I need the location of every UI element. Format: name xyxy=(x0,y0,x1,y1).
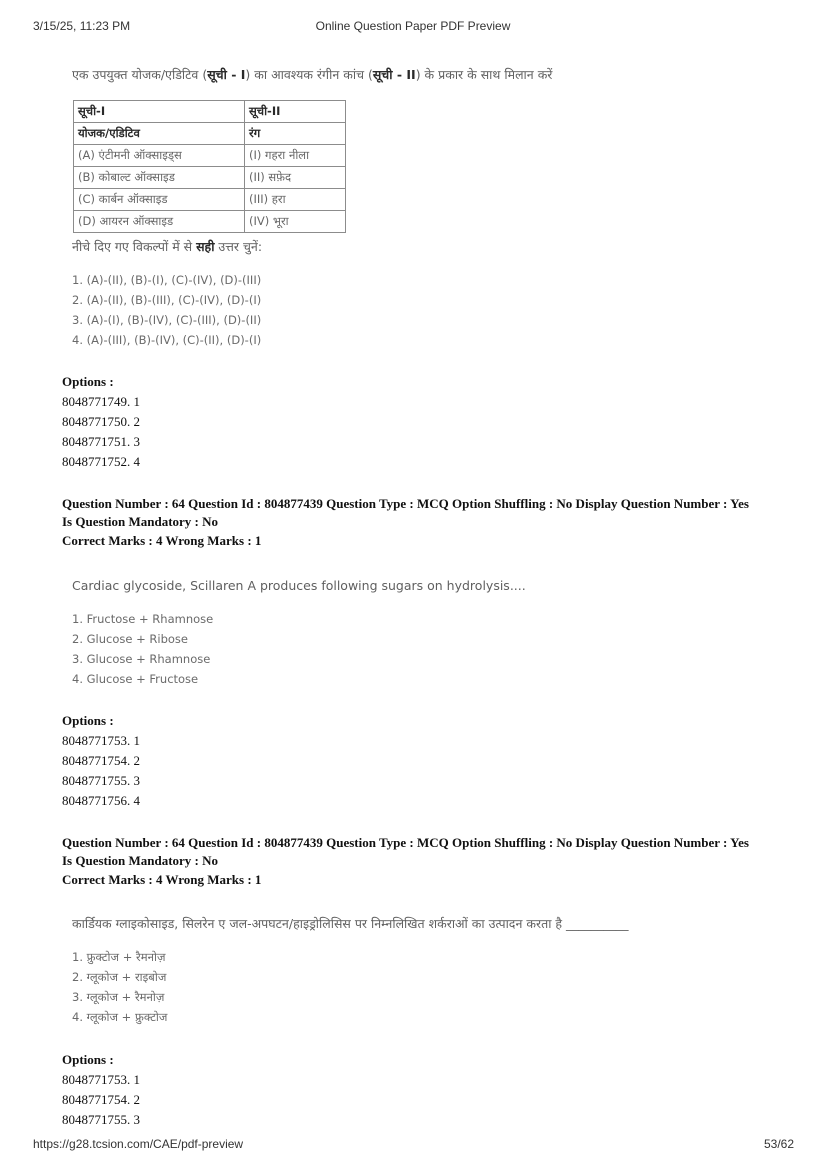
option-id: 8048771751. 3 xyxy=(62,434,140,449)
question-3-title: कार्डियक ग्लाइकोसाइड, सिलरेन ए जल-अपघटन/हाइड्रोलिसिस पर निम्नलिखित शर्कराओं का उत्पादन करता है __________ xyxy=(72,916,629,931)
match-table xyxy=(73,100,346,233)
table-cell: (D) आयरन ऑक्साइड xyxy=(74,211,245,233)
page-number: 53/62 xyxy=(763,1137,794,1151)
question-1-title: एक उपयुक्त योजक/एडिटिव (सूची - I) का आवश्यक रंगीन कांच (सूची - II) के प्रकार के साथ मिलान करें xyxy=(72,67,553,82)
option-id: 8048771752. 4 xyxy=(62,454,140,469)
table-subheader-additive: योजक/एडिटिव xyxy=(74,123,245,145)
table-header-list2: सूची-II xyxy=(245,101,346,123)
choice-line: 4. ग्लूकोज + फ्रुक्टोज xyxy=(72,1010,168,1024)
choice-line: 2. ग्लूकोज + राइबोज xyxy=(72,970,167,984)
option-id: 8048771756. 4 xyxy=(62,793,140,808)
question-3-options xyxy=(62,1050,140,1130)
question-marks: Correct Marks : 4 Wrong Marks : 1 xyxy=(62,533,262,548)
option-id: 8048771755. 3 xyxy=(62,1112,140,1127)
option-id: 8048771755. 3 xyxy=(62,773,140,788)
header-datetime: 3/15/25, 11:23 PM xyxy=(33,19,131,33)
question-meta-line: Question Number : 64 Question Id : 804877439 Question Type : MCQ Option Shuffling : No Display Question Number : Yes xyxy=(62,835,749,850)
header-title: Online Question Paper PDF Preview xyxy=(315,19,511,33)
table-cell: (A) एंटीमनी ऑक्साइड्स xyxy=(74,145,245,167)
table-row xyxy=(74,167,346,189)
choice-line: 4. Glucose + Fructose xyxy=(72,672,199,686)
options-label: Options : xyxy=(62,713,114,728)
option-id: 8048771750. 2 xyxy=(62,414,140,429)
options-label: Options : xyxy=(62,1052,114,1067)
table-cell: (IV) भूरा xyxy=(245,211,346,233)
option-id: 8048771753. 1 xyxy=(62,733,140,748)
choice-line: 3. (A)-(I), (B)-(IV), (C)-(III), (D)-(II) xyxy=(72,313,262,327)
question-1-instruction: नीचे दिए गए विकल्पों में से सही उत्तर चुनें: xyxy=(72,239,263,254)
choice-line: 2. (A)-(II), (B)-(III), (C)-(IV), (D)-(I) xyxy=(72,293,262,307)
table-row xyxy=(74,189,346,211)
option-id: 8048771753. 1 xyxy=(62,1072,140,1087)
match-table-wrap xyxy=(73,100,346,233)
question-1-image xyxy=(72,66,552,83)
choice-line: 2. Glucose + Ribose xyxy=(72,632,188,646)
table-row xyxy=(74,211,346,233)
choice-line: 1. (A)-(II), (B)-(I), (C)-(IV), (D)-(III) xyxy=(72,273,262,287)
choice-line: 3. Glucose + Rhamnose xyxy=(72,652,211,666)
question-1-options xyxy=(62,372,140,472)
choice-line: 1. Fructose + Rhamnose xyxy=(72,612,214,626)
table-cell: (B) कोबाल्ट ऑक्साइड xyxy=(74,167,245,189)
question-3-image xyxy=(72,915,629,932)
question-marks: Correct Marks : 4 Wrong Marks : 1 xyxy=(62,872,262,887)
table-cell: (II) सफ़ेद xyxy=(245,167,346,189)
option-id: 8048771749. 1 xyxy=(62,394,140,409)
table-cell: (I) गहरा नीला xyxy=(245,145,346,167)
question-2-options xyxy=(62,711,140,811)
table-header-list1: सूची-I xyxy=(74,101,245,123)
question-3-choices xyxy=(72,947,167,1027)
footer-url: https://g28.tcsion.com/CAE/pdf-preview xyxy=(33,1137,244,1151)
question-2-title: Cardiac glycoside, Scillaren A produces following sugars on hydrolysis.... xyxy=(72,578,526,593)
table-row xyxy=(74,145,346,167)
table-cell: (III) हरा xyxy=(245,189,346,211)
question-2-image xyxy=(72,578,526,593)
option-id: 8048771754. 2 xyxy=(62,1092,140,1107)
question-meta-line: Question Number : 64 Question Id : 804877439 Question Type : MCQ Option Shuffling : No Display Question Number : Yes xyxy=(62,496,749,511)
question-1-choices xyxy=(72,270,261,350)
choice-line: 3. ग्लूकोज + रैमनोज़ xyxy=(72,990,165,1004)
table-cell: (C) कार्बन ऑक्साइड xyxy=(74,189,245,211)
table-subheader-color: रंग xyxy=(245,123,346,145)
question-2-choices xyxy=(72,609,213,689)
question-1-instruction-wrap xyxy=(72,238,262,255)
question-mandatory: Is Question Mandatory : No xyxy=(62,514,219,529)
question-mandatory: Is Question Mandatory : No xyxy=(62,853,219,868)
choice-line: 4. (A)-(III), (B)-(IV), (C)-(II), (D)-(I) xyxy=(72,333,262,347)
choice-line: 1. फ्रुक्टोज + रैमनोज़ xyxy=(72,950,166,964)
option-id: 8048771754. 2 xyxy=(62,753,140,768)
question-3-meta xyxy=(62,834,782,889)
question-2-meta xyxy=(62,495,782,550)
options-label: Options : xyxy=(62,374,114,389)
